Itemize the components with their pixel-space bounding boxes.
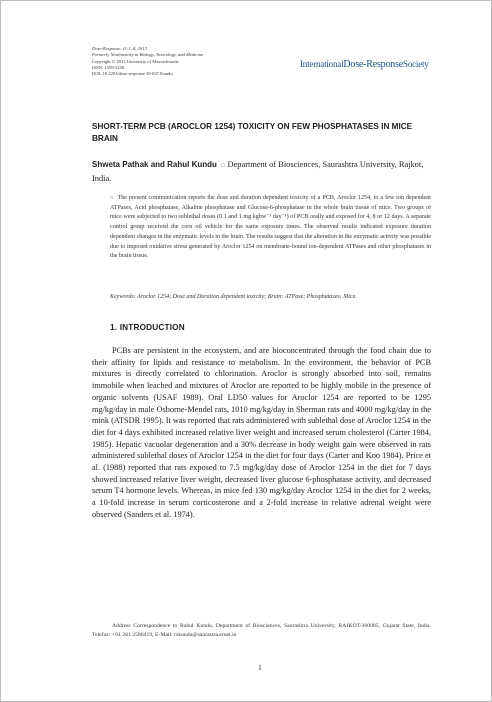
section-heading-introduction: 1. INTRODUCTION [110,323,185,332]
journal-meta-line: Dose-Response, 11:1–8, 2013 [92,46,147,51]
abstract [110,194,431,262]
paper-title: SHORT-TERM PCB (AROCLOR 1254) TOXICITY ON FEW PHOSPHATASES IN MICE BRAIN [92,122,413,143]
author-affiliation: Department of Biosciences, Saurashtra University, Rajkot, India. [92,160,424,183]
author-names: Shweta Pathak and Rahul Kundu [92,160,217,169]
journal-meta-line: Formerly Nonlinearity in Biology, Toxicology, and Medicine [92,52,204,58]
keywords: Keywords: Aroclor 1254; Dose and Duration dependent toxicity; Brain; ATPase; Phosphatases; Mice. [110,294,357,300]
page-number: 1 [258,663,262,672]
journal-meta-line: Copyright © 2013 University of Massachusetts [92,58,179,64]
logo-part-dose-response: Dose-Response [343,59,404,70]
society-logo [300,59,429,70]
author-marker-icon: □ [220,163,225,169]
author-block [92,159,432,185]
abstract-text: The present communication reports the dose and duration dependent toxicity of a PCB, Aroclor 1254, to a few ion dependent ATPases, Acid phosphatase, Alkaline phosphatase and Glucose-6-phosphatase in the whole brain tissue of mice. Two groups of mice were subjected to two sublethal doses (0.1 and 1 mg kgbw⁻¹ day⁻¹) of PCB orally and exposed for 4, 8 or 12 days. A separate control group received the corn oil vehicle for the same exposure times. The observed results indicated exposure duration dependent changes in the enzymatic levels in the brain. The results suggest that the alteration in the enzymatic activity was possible due to imposed oxidative stress generated by Aroclor 1254 on membrane-bound ion-dependent ATPases and other phosphatases in the brain tissue. [110,195,431,260]
introduction-paragraph: PCBs are persistent in the ecosystem, and are bioconcentrated through the food chain due to their affinity for lipids and resistance to metabolism. In the environment, the behavior of PCB mixtures is directly correlated to chlorination. Aroclor is strongly absorbed into soil, remains immobile when leached and mixtures of Aroclor are reported to be highly mobile in the presence of organic solvents (USAF 1989). Oral LD50 values for Aroclor 1254 are reported to be 1295 mg/kg/day in male Osborne-Mendel rats, 1010 mg/kg/day in Sherman rats and 4000 mg/kg/day in the mink (ATSDR 1995). It was reported that rats administered with sublethal dose of Aroclor 1254 in the diet for 4 days exhibited increased relative liver weight and increased serum cholesterol (Carter 1984, 1985). Hepatic vacuolar degeneration and a 30% decrease in body weight gain were observed in rats administered sublethal doses of Aroclor 1254 in the diet for four days (Carter and Koo 1984). Price et al. (1988) reported that rats exposed to 7.5 mg/kg/day dose of Aroclor 1254 in the diet for 7 days showed increased relative liver weight, decreased liver glucose 6-phosphatase activity, and decreased serum T4 hormone levels. Whereas, in mice fed 130 mg/kg/day Aroclor 1254 in the diet for 2 weeks, a 10-fold increase in serum corticosterone and a 2-fold increase in relative adrenal weight were observed (Sanders et al. 1974). [92,346,431,519]
journal-metadata [92,46,203,77]
abstract-marker-icon: □ [110,196,114,201]
journal-meta-line: ISSN: 1559-3258 [92,64,125,70]
logo-part-international: International [300,59,344,69]
journal-meta-line: DOI: 10.2203/dose-response.10-037.Kundu [92,71,173,77]
correspondence-footnote: Address Correspondence to Rahul Kundu, Department of Biosciences, Saurashtra University, RAJKOT-360005, Gujarat State, India. Telefax: +91 281 2586419, E-Mail: rskundu@saurastra.ernet.in [92,623,431,638]
logo-part-society: Society [403,59,429,69]
